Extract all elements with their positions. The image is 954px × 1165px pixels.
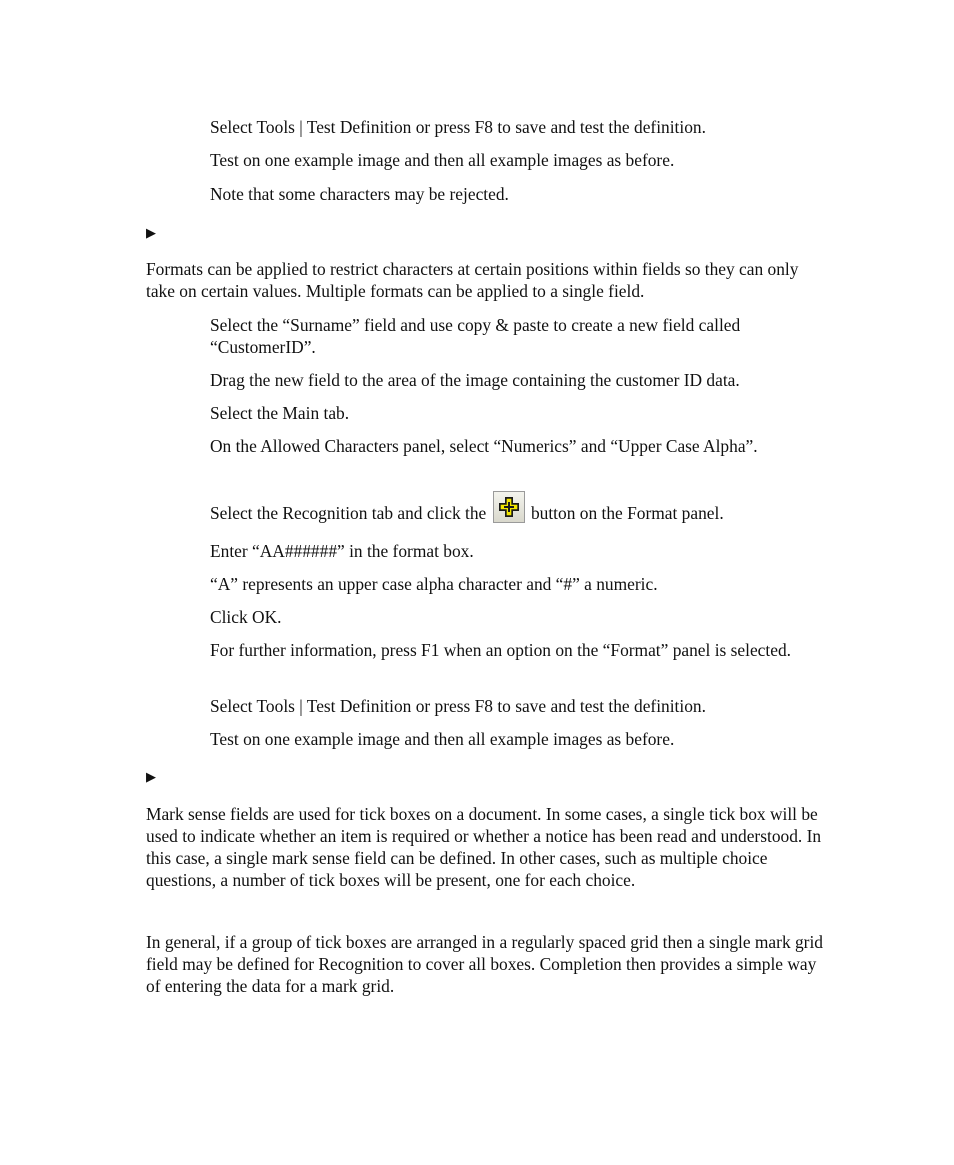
- step-click-ok: Click OK.: [210, 607, 282, 627]
- step-format-legend: “A” represents an upper case alpha character and “#” a numeric.: [210, 574, 658, 594]
- section-arrow-mark-sense: ▶: [146, 769, 156, 784]
- mark-sense-para-1: Mark sense fields are used for tick boxes on a document. In some cases, a single tick box will be used to indicate whether an item is required or whether a notice has been read and understood. In this case, a single mark sense field can be defined. In other cases, such as multiple choice questions, a number of tick boxes will be present, one for each choice.: [146, 804, 822, 890]
- step-test-examples: Test on one example image and then all example images as before.: [210, 150, 675, 170]
- step-test-definition-2: Select Tools | Test Definition or press F8 to save and test the definition.: [210, 696, 706, 716]
- step-test-examples-2: Test on one example image and then all example images as before.: [210, 729, 675, 749]
- step-copy-surname: Select the “Surname” field and use copy & paste to create a new field called “CustomerID”.: [210, 315, 741, 357]
- step-further-info: For further information, press F1 when an option on the “Format” panel is selected.: [210, 640, 791, 660]
- add-format-button[interactable]: [493, 491, 525, 523]
- formats-intro: Formats can be applied to restrict characters at certain positions within fields so they can only take on certain values. Multiple formats can be applied to a single field.: [146, 259, 799, 301]
- step-allowed-characters: On the Allowed Characters panel, select “Numerics” and “Upper Case Alpha”.: [210, 436, 758, 456]
- recognition-step-after: button on the Format panel.: [530, 503, 724, 523]
- step-enter-format: Enter “AA######” in the format box.: [210, 541, 474, 561]
- plus-icon: [497, 495, 521, 519]
- recognition-step-before: Select the Recognition tab and click the: [210, 503, 487, 523]
- step-select-main-tab: Select the Main tab.: [210, 403, 350, 423]
- step-drag-field: Drag the new field to the area of the image containing the customer ID data.: [210, 370, 740, 390]
- mark-sense-para-2: In general, if a group of tick boxes are arranged in a regularly spaced grid then a single mark grid field may be defined for Recognition to cover all boxes. Completion then provides a simple way of entering the data for a mark grid.: [146, 932, 824, 996]
- step-recognition-tab: [210, 491, 822, 529]
- section-arrow-formats: ▶: [146, 225, 156, 240]
- step-test-definition: Select Tools | Test Definition or press F8 to save and test the definition.: [210, 117, 706, 137]
- step-note-rejected: Note that some characters may be rejected.: [210, 184, 509, 204]
